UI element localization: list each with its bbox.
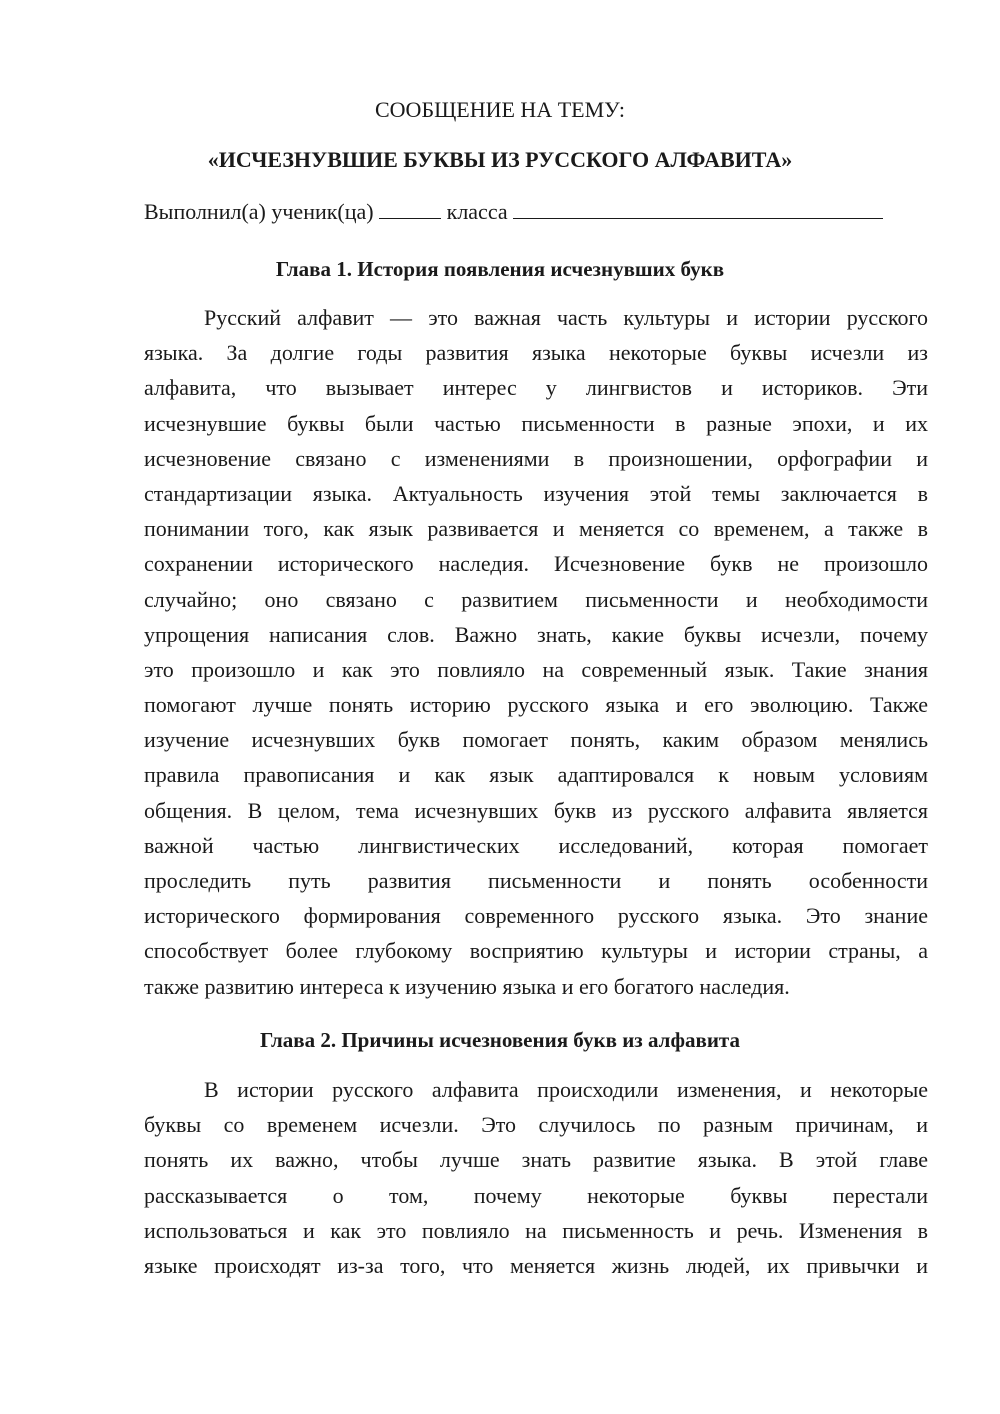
paragraph-line: алфавита, что вызывает интерес у лингвистов и историков. Эти [144, 375, 928, 401]
paragraph-line: исчезновение связано с изменениями в произношении, орфографии и [144, 445, 928, 471]
paragraph-line: стандартизации языка. Актуальность изучения этой темы заключается в [144, 480, 928, 506]
paragraph-line: правила правописания и как язык адаптировался к новым условиям [144, 762, 928, 788]
paragraph-line: Русский алфавит — это важная часть культуры и истории русского [204, 305, 928, 330]
paragraph-line: важной частью лингвистических исследований, которая помогает [144, 832, 928, 858]
chapter-1-heading: Глава 1. История появления исчезнувших букв [275, 257, 725, 281]
chapter-2-paragraph [144, 1072, 928, 1283]
paragraph-line: помогают лучше понять историю русского языка и его эволюцию. Также [144, 692, 928, 718]
title-line-2: «ИСЧЕЗНУВШИЕ БУКВЫ ИЗ РУССКОГО АЛФАВИТА» [207, 147, 793, 172]
paragraph-line: также развитию интереса к изучению языка и его богатого наследия. [144, 973, 790, 999]
paragraph-line: языке происходят из-за того, что меняется жизнь людей, их привычки и [144, 1252, 928, 1278]
paragraph-line: В истории русского алфавита происходили изменения, и некоторые [204, 1077, 928, 1102]
title-line-1: СООБЩЕНИЕ НА ТЕМУ: [375, 97, 625, 122]
paragraph-line: понять их важно, чтобы лучше знать развитие языка. В этой главе [144, 1147, 928, 1173]
paragraph-line: общения. В целом, тема исчезнувших букв из русского алфавита является [144, 797, 928, 823]
paragraph-line: рассказывается о том, почему некоторые буквы перестали [144, 1182, 928, 1208]
class-number-blank [379, 198, 441, 219]
paragraph-line: это произошло и как это повлияло на современный язык. Такие знания [144, 656, 928, 682]
paragraph-line: способствует более глубокому восприятию культуры и истории страны, а [144, 938, 928, 964]
paragraph-line: проследить путь развития письменности и понять особенности [144, 868, 928, 893]
paragraph-line: языка. За долгие годы развития языка некоторые буквы исчезли из [144, 340, 928, 366]
paragraph-line: использоваться и как это повлияло на письменность и речь. Изменения в [144, 1217, 928, 1243]
paragraph-line: буквы со временем исчезли. Это случилось по разным причинам, и [144, 1112, 928, 1138]
paragraph-line: случайно; оно связано с развитием письменности и необходимости [144, 586, 928, 612]
student-name-blank [513, 198, 883, 219]
paragraph-line: исторического формирования современного русского языка. Это знание [144, 903, 928, 929]
paragraph-line: сохранении исторического наследия. Исчезновение букв не произошло [144, 551, 928, 577]
author-line [144, 198, 883, 226]
paragraph-line: исчезнувшие буквы были частью письменности в разные эпохи, и их [144, 410, 928, 436]
author-prefix: Выполнил(а) ученик(ца) [144, 199, 374, 224]
paragraph-line: упрощения написания слов. Важно знать, какие буквы исчезли, почему [144, 621, 928, 647]
chapter-1-paragraph [144, 300, 928, 1004]
paragraph-line: изучение исчезнувших букв помогает понять, каким образом менялись [144, 727, 928, 753]
chapter-2-heading: Глава 2. Причины исчезновения букв из алфавита [259, 1028, 740, 1052]
author-class-label: класса [446, 199, 508, 224]
paragraph-line: понимании того, как язык развивается и меняется со временем, а также в [144, 516, 928, 542]
